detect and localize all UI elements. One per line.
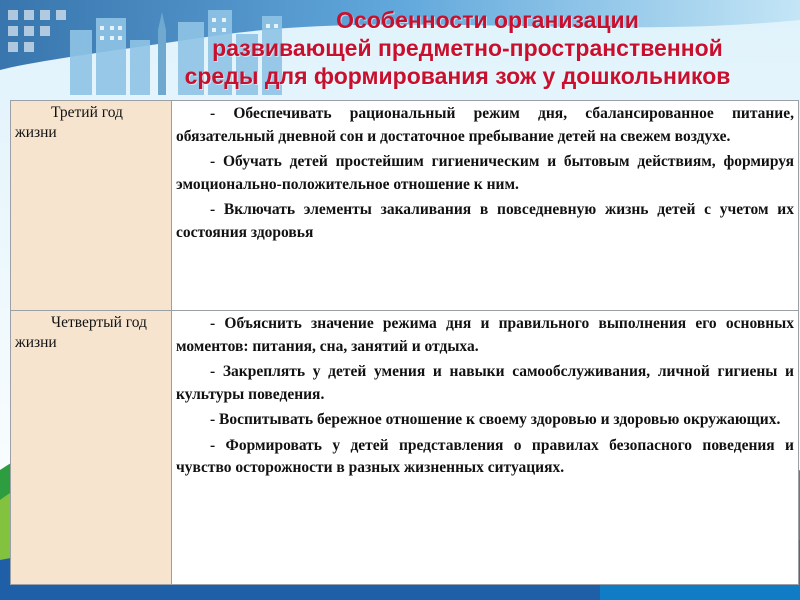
title-line-2: развивающей предметно-пространственной xyxy=(212,35,723,61)
title-line-1: Особенности организации xyxy=(336,7,639,33)
slide-title xyxy=(140,6,795,96)
year-cell xyxy=(11,311,172,585)
title-line-3: среды для формирования зож у дошкольников xyxy=(184,63,731,89)
list-item: - Объяснить значение режима дня и правильного выполнения его основных моментов: питания, сна, занятий и отдыха. xyxy=(176,315,794,355)
table-row xyxy=(11,101,799,311)
list-item: - Формировать у детей представления о правилах безопасного поведения и чувство осторожности в разных жизненных ситуациях. xyxy=(176,436,794,476)
table-row xyxy=(11,311,799,585)
year-label: Четвертый год жизни xyxy=(15,314,147,351)
tasks-cell xyxy=(172,101,799,311)
list-item: - Обучать детей простейшим гигиеническим и бытовым действиям, формируя эмоционально-положительное отношение к ним. xyxy=(176,153,794,193)
content-table xyxy=(10,100,799,585)
year-cell xyxy=(11,101,172,311)
list-item: - Закреплять у детей умения и навыки самообслуживания, личной гигиены и культуры поведения. xyxy=(176,363,794,403)
tasks-cell xyxy=(172,311,799,585)
list-item: - Включать элементы закаливания в повседневную жизнь детей с учетом их состояния здоровья xyxy=(176,201,794,241)
list-item: - Обеспечивать рациональный режим дня, сбалансированное питание, обязательный дневной сон и достаточное пребывание детей на свежем воздухе. xyxy=(176,105,794,145)
year-label: Третий год жизни xyxy=(15,104,123,141)
list-item: - Воспитывать бережное отношение к своему здоровью и здоровью окружающих. xyxy=(210,411,781,428)
